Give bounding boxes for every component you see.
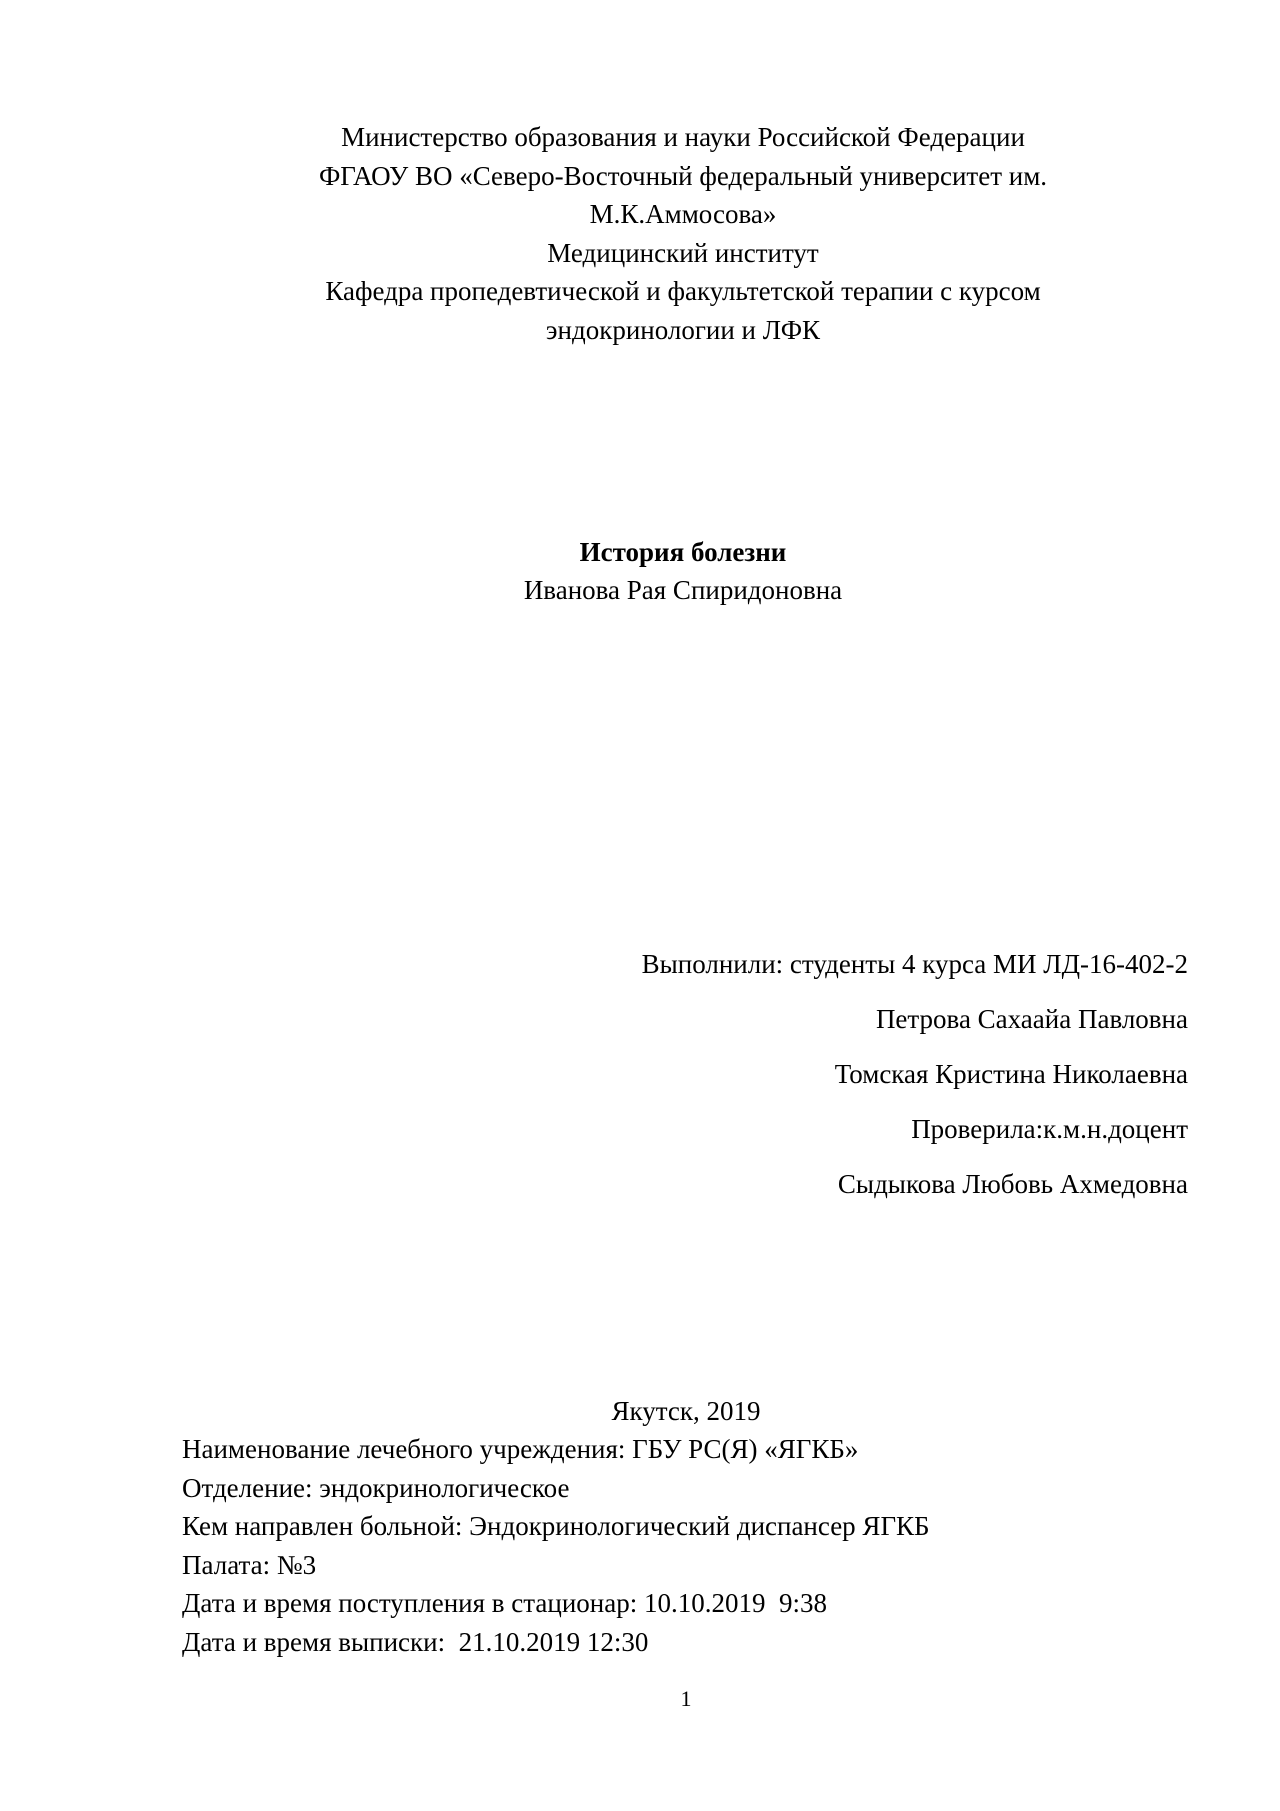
institution-header [240, 118, 1126, 349]
institute-line: Медицинский институт [547, 237, 819, 268]
authors-block [642, 945, 1188, 1220]
patient-name: Иванова Рая Спиридоновна [523, 575, 843, 605]
department-info-line: Отделение: эндокринологическое [182, 1472, 570, 1503]
university-line-1: ФГАОУ ВО «Северо-Восточный федеральный университет им. [318, 160, 1048, 191]
referred-by-line: Кем направлен больной: Эндокринологический диспансер ЯГКБ [182, 1511, 930, 1542]
page-number: 1 [680, 1686, 692, 1711]
discharge-date-line: Дата и время выписки: 21.10.2019 12:30 [182, 1626, 649, 1657]
checked-by-line: Проверила:к.м.н.доцент [911, 1114, 1188, 1144]
department-line-1: Кафедра пропедевтической и факультетской терапии с курсом [325, 276, 1041, 306]
student-name: Томская Кристина Николаевна [834, 1059, 1188, 1089]
institution-line: Наименование лечебного учреждения: ГБУ РС(Я) «ЯГКБ» [182, 1434, 859, 1464]
reviewer-name: Сыдыкова Любовь Ахмедовна [837, 1169, 1188, 1199]
student-name: Петрова Сахаайа Павловна [875, 1004, 1188, 1034]
admission-date-line: Дата и время поступления в стационар: 10.10.2019 9:38 [182, 1588, 827, 1619]
university-line-2: М.К.Аммосова» [589, 199, 777, 229]
city-year: Якутск, 2019 [611, 1396, 761, 1426]
performed-by-line: Выполнили: студенты 4 курса МИ ЛД-16-402-2 [641, 949, 1188, 979]
ward-line: Палата: №3 [182, 1549, 317, 1580]
ministry-line: Министерство образования и науки Российской Федерации [341, 122, 1025, 152]
department-line-2: эндокринологии и ЛФК [545, 314, 821, 345]
document-title: История болезни [579, 537, 787, 567]
title-block [240, 533, 1126, 609]
admission-info [182, 1430, 930, 1662]
